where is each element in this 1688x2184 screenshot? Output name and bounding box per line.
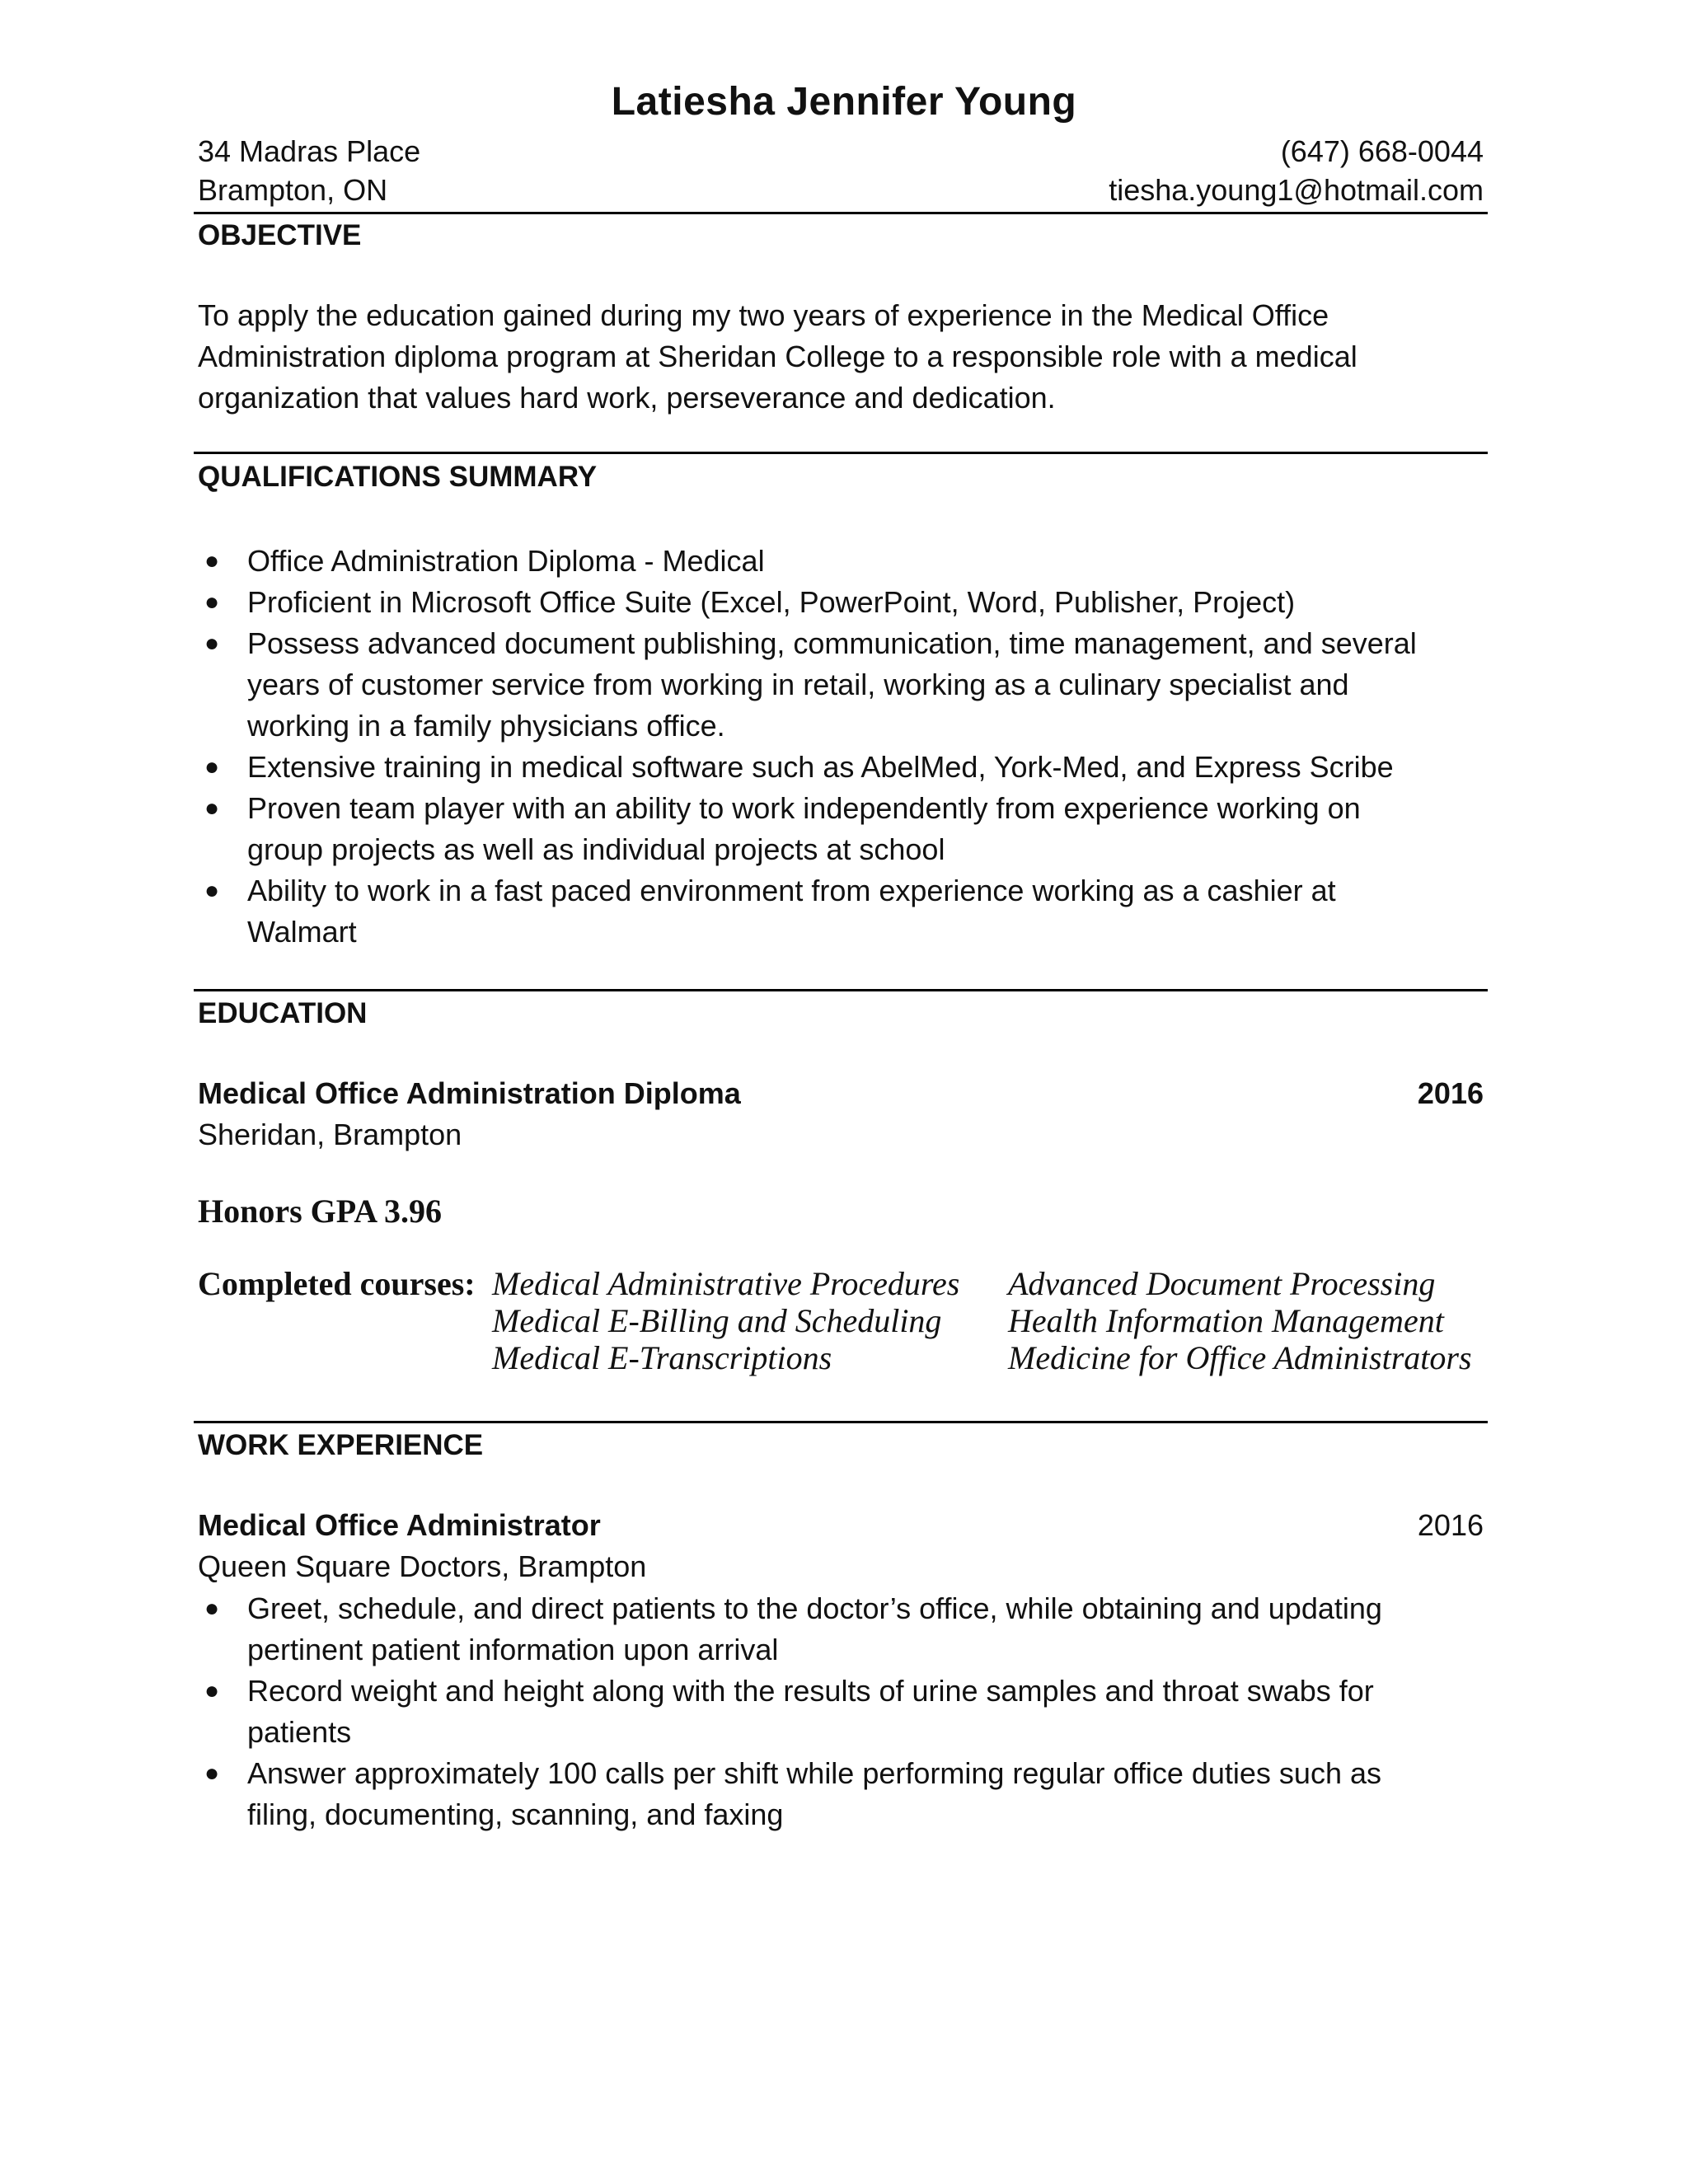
course-item: Medicine for Office Administrators <box>1008 1339 1472 1376</box>
qualifications-list <box>198 541 1484 953</box>
list-item-text: patients <box>247 1715 352 1749</box>
course-item: Advanced Document Processing <box>1008 1265 1436 1302</box>
bullet-icon: ● <box>204 1760 220 1787</box>
contact-row-1 <box>198 132 1484 171</box>
degree-year: 2016 <box>1417 1076 1484 1110</box>
course-item: Medical Administrative Procedures <box>492 1265 960 1302</box>
list-item-text: pertinent patient information upon arrival <box>247 1633 779 1666</box>
honors-gpa: Honors GPA 3.96 <box>198 1193 442 1230</box>
job-title: Medical Office Administrator <box>198 1508 601 1542</box>
list-item <box>198 747 1484 788</box>
phone-number: (647) 668-0044 <box>1280 134 1484 168</box>
education-heading: EDUCATION <box>198 997 368 1029</box>
bullet-icon: ● <box>204 588 220 616</box>
list-item <box>198 1588 1484 1671</box>
work-duties-list <box>198 1588 1484 1835</box>
list-item-text: Proven team player with an ability to work independently from experience working on <box>247 791 1361 825</box>
course-item: Medical E-Billing and Scheduling <box>492 1302 942 1339</box>
list-item-text: Possess advanced document publishing, communication, time management, and several <box>247 626 1417 660</box>
work-heading: WORK EXPERIENCE <box>198 1429 484 1461</box>
divider-objective <box>194 452 1488 454</box>
email-address: tiesha.young1@hotmail.com <box>1109 173 1484 207</box>
list-item <box>198 1753 1484 1835</box>
address-line-2: Brampton, ON <box>198 173 388 207</box>
list-item-text: Proficient in Microsoft Office Suite (Excel, PowerPoint, Word, Publisher, Project) <box>247 585 1296 619</box>
address-line-1: 34 Madras Place <box>198 134 421 168</box>
list-item-text: Answer approximately 100 calls per shift while performing regular office duties such as <box>247 1756 1381 1790</box>
objective-line: organization that values hard work, perseverance and dedication. <box>198 381 1056 415</box>
bullet-icon: ● <box>204 1595 220 1622</box>
applicant-name: Latiesha Jennifer Young <box>611 80 1077 124</box>
courses-column-1 <box>492 1265 959 1376</box>
list-item-text: Record weight and height along with the results of urine samples and throat swabs for <box>247 1674 1374 1708</box>
qualifications-heading: QUALIFICATIONS SUMMARY <box>198 461 598 493</box>
bullet-icon: ● <box>204 877 220 904</box>
job-title-row <box>198 1506 1484 1545</box>
list-item-text: Extensive training in medical software such as AbelMed, York-Med, and Express Scribe <box>247 750 1394 784</box>
bullet-icon: ● <box>204 547 220 574</box>
list-item <box>198 788 1484 870</box>
course-item: Health Information Management <box>1008 1302 1444 1339</box>
list-item-text: working in a family physicians office. <box>247 709 725 743</box>
list-item <box>198 870 1484 953</box>
courses-label: Completed courses: <box>198 1265 476 1302</box>
list-item <box>198 623 1484 747</box>
bullet-icon: ● <box>204 794 220 822</box>
objective-heading: OBJECTIVE <box>198 219 362 251</box>
objective-line: Administration diploma program at Sheridan College to a responsible role with a medical <box>198 340 1357 373</box>
divider-qualifications <box>194 989 1488 991</box>
bullet-icon: ● <box>204 630 220 657</box>
objective-text <box>198 295 1484 419</box>
bullet-icon: ● <box>204 1677 220 1704</box>
school-name: Sheridan, Brampton <box>198 1118 462 1151</box>
list-item <box>198 1671 1484 1753</box>
employer-name: Queen Square Doctors, Brampton <box>198 1549 647 1583</box>
list-item-text: filing, documenting, scanning, and faxing <box>247 1797 784 1831</box>
list-item <box>198 582 1484 623</box>
job-year: 2016 <box>1417 1508 1484 1542</box>
bullet-icon: ● <box>204 753 220 780</box>
list-item-text: Greet, schedule, and direct patients to the doctor’s office, while obtaining and updating <box>247 1591 1382 1625</box>
list-item-text: years of customer service from working in retail, working as a culinary specialist and <box>247 668 1349 701</box>
list-item-text: Ability to work in a fast paced environment from experience working as a cashier at <box>247 874 1336 907</box>
courses-column-2 <box>1008 1265 1472 1376</box>
list-item <box>198 541 1484 582</box>
divider-education <box>194 1421 1488 1423</box>
education-degree-row <box>198 1074 1484 1113</box>
degree-title: Medical Office Administration Diploma <box>198 1076 741 1110</box>
objective-line: To apply the education gained during my two years of experience in the Medical Office <box>198 298 1329 332</box>
course-item: Medical E-Transcriptions <box>492 1339 832 1376</box>
list-item-text: Office Administration Diploma - Medical <box>247 544 765 578</box>
divider-header <box>194 212 1488 214</box>
contact-row-2 <box>198 171 1484 210</box>
list-item-text: Walmart <box>247 915 357 949</box>
list-item-text: group projects as well as individual projects at school <box>247 832 945 866</box>
